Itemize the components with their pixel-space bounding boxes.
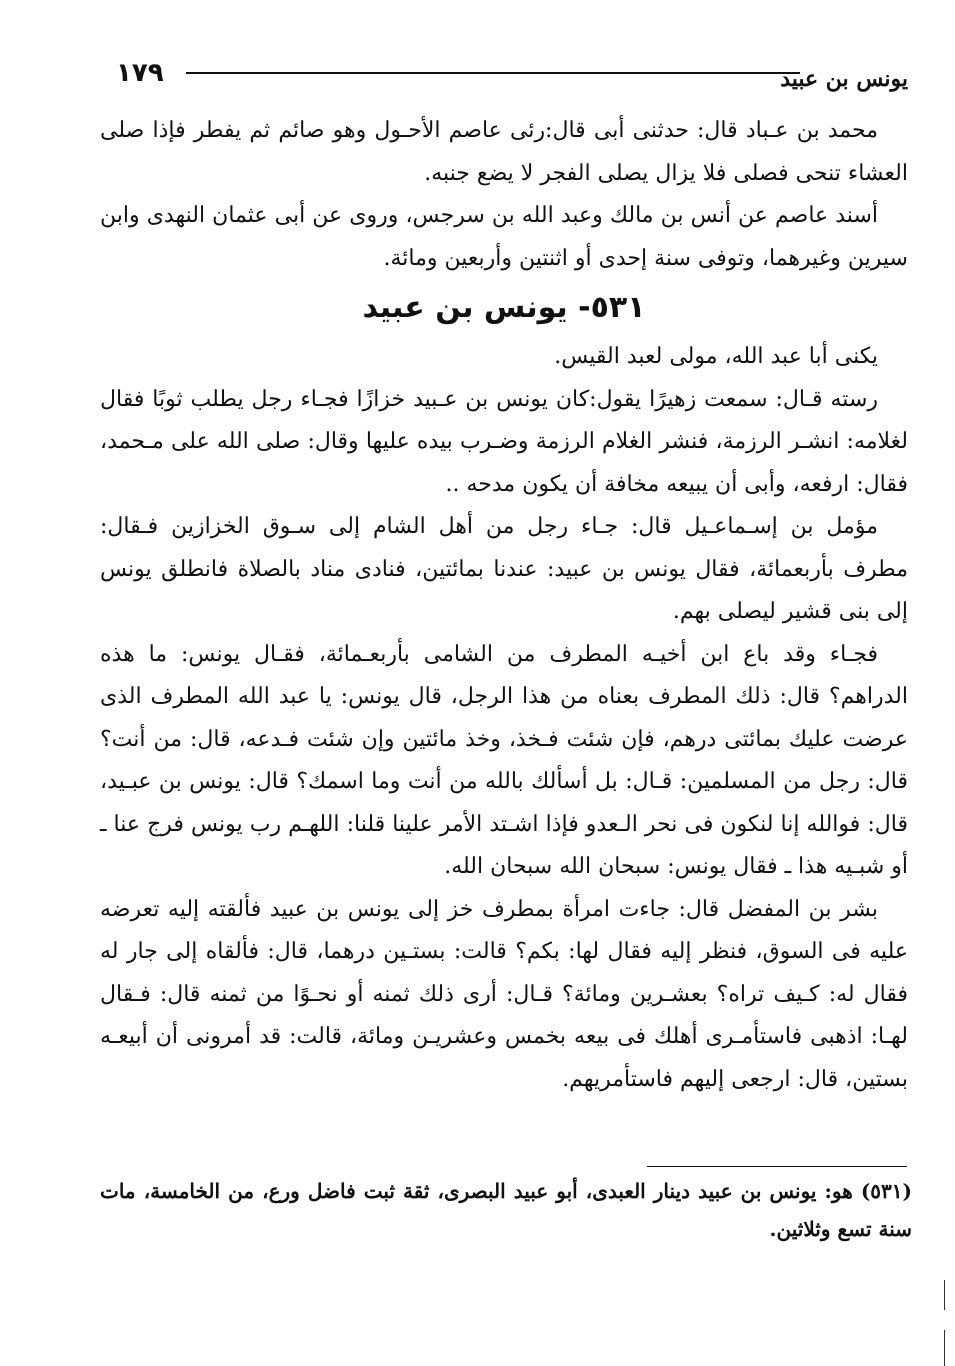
paragraph: أسند عاصم عن أنس بن مالك وعبد الله بن سرجس، وروى عن أبى عثمان النهدى وابن سيرين وغيرهما، وتوفى سنة إحدى أو اثنتين وأربعين ومائة.: [100, 203, 908, 271]
paragraph: فجـاء وقد باع ابن أخيـه المطرف من الشامى بأربعـمائة، فقـال يونس: ما هذه الدراهم؟ قال: ذلك المطرف بعناه من هذا الرجل، قال يونس: يا عبد الله المطرف الذى عرضت عليك بمائتى درهم، فإن شئت فـخذ، وخذ مائتين وإن شئت فـدعه، قال: من أنت؟ قال: رجل من المسلمين: قـال: بل أسألك بالله من أنت وما اسمك؟ قال: يونس بن عبـيد، قال: فوالله إنا لنكون فى نحر الـعدو فإذا اشـتد الأمر علينا قلنا: اللهـم رب يونس فرج عنا ـ أو شبـيه هذا ـ فقال يونس: سبحان الله سبحان الله.: [100, 641, 908, 879]
section-title: ٥٣١- يونس بن عبيد: [362, 290, 646, 325]
main-text: [100, 110, 908, 1101]
paragraph: مؤمل بن إسـماعـيل قال: جـاء رجل من أهل الشام إلى سـوق الخزازين فـقال: مطرف بأربعمائة، فقال يونس بن عبيد: عندنا بمائتين، فنادى مناد بالصلاة فانطلق يونس إلى بنى قشير ليصلى بهم.: [100, 514, 908, 624]
paragraph: بشر بن المفضل قال: جاءت امرأة بمطرف خز إلى يونس بن عبيد فألقته إليه تعرضه عليه فى السوق، فنظر إليه فقال لها: بكم؟ قالت: بستـين درهما، قال: فألقاه إلى جار له فقال له: كـيف تراه؟ بعشـرين ومائة؟ قـال: أرى ذلك ثمنه أو نحـوًا من ثمنه قال: فـقال لهـا: اذهبى فاستأمـرى أهلك فى بيعه بخمس وعشريـن ومائة، قالت: قد أمرونى أن أبيعـه بستين، قال: ارجعى إليهم فاستأمريهم.: [100, 896, 908, 1092]
footnote: (٥٣١) هو: يونس بن عبيد دينار العبدى، أبو عبيد البصرى، ثقة ثبت فاضل ورع، من الخامسة، مات سنة تسع وثلاثين.: [100, 1179, 912, 1241]
running-title: يونس بن عبيد: [780, 66, 908, 92]
page-header: [108, 52, 908, 100]
scan-edge-mark: [944, 1330, 946, 1366]
footnote-rule: [647, 1166, 907, 1167]
paragraph: رسته قـال: سمعت زهيرًا يقول:كان يونس بن عـبيد خزازًا فجـاء رجل يطلب ثوبًا فقال لغلامه: انشـر الرزمة، فنشر الغلام الرزمة وضـرب بيده عليها وقال: صلى الله على مـحمد، فقال: ارفعه، وأبى أن يبيعه مخافة أن يكون مدحه ..: [100, 386, 908, 497]
header-rule: [186, 72, 800, 74]
scan-edge-mark: [944, 1280, 946, 1310]
paragraph: يكنى أبا عبد الله، مولى لعبد القيس.: [554, 344, 878, 369]
page-number: ١٧٩: [116, 58, 164, 88]
paragraph: محمد بن عـباد قال: حدثنى أبى قال:رئى عاصم الأحـول وهو صائم ثم يفطر فإذا صلى العشاء تنحى فصلى فلا يزال يصلى الفجر لا يضع جنبه.: [100, 118, 908, 186]
